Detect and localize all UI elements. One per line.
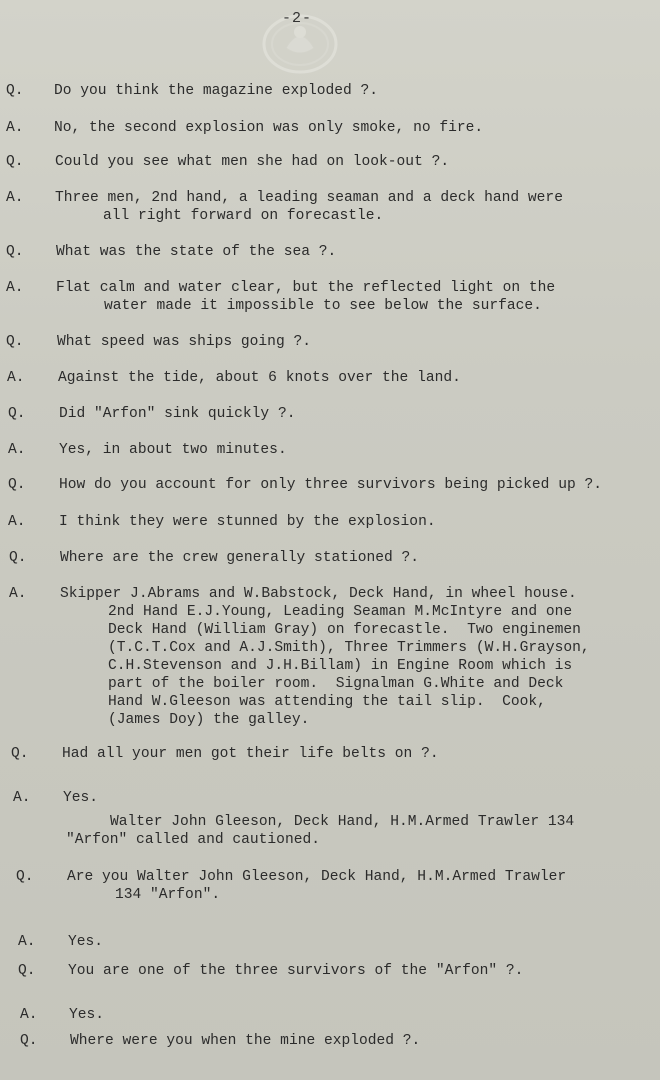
question-text-line: What was the state of the sea ?. (56, 244, 337, 260)
question-text-line: Could you see what men she had on look-out ?. (55, 154, 450, 170)
narrative-text-line: Walter John Gleeson, Deck Hand, H.M.Armed Trawler 134 (110, 814, 575, 830)
answer-text-line: Yes. (68, 934, 104, 950)
answer-marker: A. (13, 790, 31, 806)
question-text-line: How do you account for only three survivors being picked up ?. (59, 477, 602, 493)
answer-text-line: 2nd Hand E.J.Young, Leading Seaman M.McIntyre and one (108, 604, 573, 620)
answer-text-line: Skipper J.Abrams and W.Babstock, Deck Hand, in wheel house. (60, 586, 577, 602)
narrative-text-line: "Arfon" called and cautioned. (66, 832, 320, 848)
answer-text-line: (T.C.T.Cox and A.J.Smith), Three Trimmers (W.H.Grayson, (108, 640, 590, 656)
answer-marker: A. (8, 442, 26, 458)
answer-marker: A. (6, 190, 24, 206)
answer-marker: A. (6, 120, 24, 136)
answer-text-line: part of the boiler room. Signalman G.White and Deck (108, 676, 564, 692)
answer-text-line: all right forward on forecastle. (103, 208, 384, 224)
question-marker: Q. (11, 746, 29, 762)
answer-text-line: Deck Hand (William Gray) on forecastle. Two enginemen (108, 622, 581, 638)
answer-marker: A. (9, 586, 27, 602)
question-text-line: What speed was ships going ?. (57, 334, 311, 350)
answer-text-line: Three men, 2nd hand, a leading seaman and a deck hand were (55, 190, 563, 206)
answer-marker: A. (7, 370, 25, 386)
question-marker: Q. (18, 963, 36, 979)
answer-marker: A. (20, 1007, 38, 1023)
page-number: -2- (282, 10, 313, 27)
question-text-line: Had all your men got their life belts on ?. (62, 746, 439, 762)
question-text-line: Where were you when the mine exploded ?. (70, 1033, 421, 1049)
question-marker: Q. (6, 83, 24, 99)
answer-text-line: Hand W.Gleeson was attending the tail slip. Cook, (108, 694, 546, 710)
question-text-line: 134 "Arfon". (115, 887, 221, 903)
answer-marker: A. (8, 514, 26, 530)
answer-text-line: Yes. (63, 790, 99, 806)
answer-text-line: Yes, in about two minutes. (59, 442, 287, 458)
answer-text-line: C.H.Stevenson and J.H.Billam) in Engine Room which is (108, 658, 573, 674)
question-text-line: Where are the crew generally stationed ?. (60, 550, 420, 566)
question-marker: Q. (6, 244, 24, 260)
answer-text-line: I think they were stunned by the explosion. (59, 514, 436, 530)
question-marker: Q. (9, 550, 27, 566)
question-text-line: Are you Walter John Gleeson, Deck Hand, H.M.Armed Trawler (67, 869, 567, 885)
answer-text-line: Flat calm and water clear, but the reflected light on the (56, 280, 556, 296)
question-text-line: Did "Arfon" sink quickly ?. (59, 406, 296, 422)
answer-text-line: (James Doy) the galley. (108, 712, 310, 728)
question-marker: Q. (20, 1033, 38, 1049)
question-text-line: Do you think the magazine exploded ?. (54, 83, 379, 99)
question-marker: Q. (6, 154, 24, 170)
answer-marker: A. (18, 934, 36, 950)
question-text-line: You are one of the three survivors of the "Arfon" ?. (68, 963, 524, 979)
question-marker: Q. (8, 477, 26, 493)
question-marker: Q. (8, 406, 26, 422)
question-marker: Q. (16, 869, 34, 885)
question-marker: Q. (6, 334, 24, 350)
answer-text-line: Yes. (69, 1007, 105, 1023)
answer-marker: A. (6, 280, 24, 296)
answer-text-line: water made it impossible to see below the surface. (104, 298, 542, 314)
answer-text-line: No, the second explosion was only smoke, no fire. (54, 120, 484, 136)
answer-text-line: Against the tide, about 6 knots over the land. (58, 370, 461, 386)
